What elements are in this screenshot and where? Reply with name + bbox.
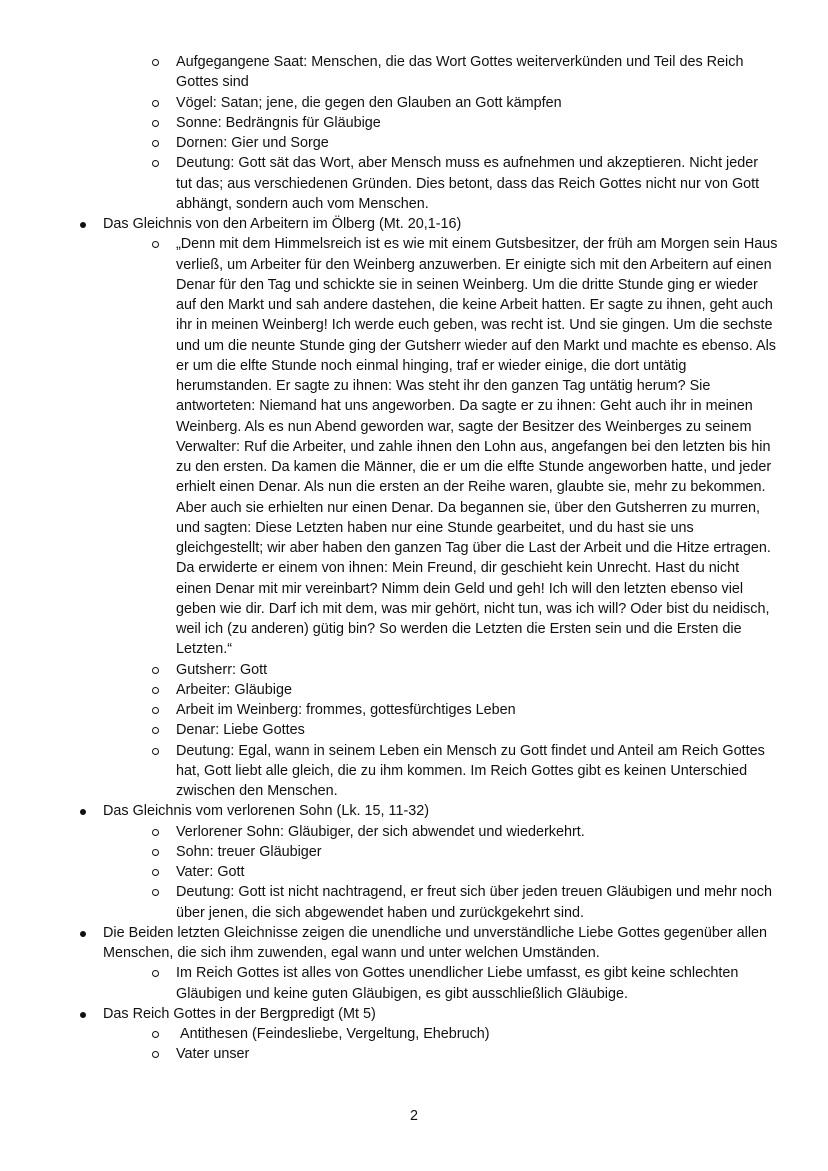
- list-item-text: Sonne: Bedrängnis für Gläubige: [176, 114, 381, 131]
- circle-bullet-icon: [152, 667, 159, 674]
- list-item: [151, 113, 778, 133]
- list-item: [151, 1024, 778, 1044]
- list-item-text: Vater unser: [176, 1046, 250, 1063]
- document-body: [78, 52, 778, 1065]
- list-item-text: Arbeit im Weinberg: frommes, gottesfürchtiges Leben: [176, 702, 516, 718]
- list-item: [151, 234, 778, 659]
- section-liebe-gottes: [78, 923, 778, 1004]
- section-heading: Das Gleichnis von den Arbeitern im Ölberg (Mt. 20,1-16): [103, 216, 462, 232]
- list-item-text: Deutung: Gott sät das Wort, aber Mensch muss es aufnehmen und akzeptieren. Nicht jeder tut das; aus verschiedenen Gründen. Dies betont, dass das Reich Gottes nicht nur von Gott abhängt, sondern auch vom Menschen.: [176, 155, 760, 212]
- section-bergpredigt: [78, 1004, 778, 1065]
- circle-bullet-icon: [152, 970, 159, 977]
- list-item: [151, 741, 778, 802]
- bible-quote: „Denn mit dem Himmelsreich ist es wie mit einem Gutsbesitzer, der früh am Morgen sein Haus verließ, um Arbeiter für den Weinberg anzuwerben. Er einigte sich mit den Arbeitern auf einen Denar für den Tag und schickte sie in seinen Weinberg. Um die dritte Stunde ging er wieder auf den Markt und sah andere dastehen, die keine Arbeit hatten. Er sagte zu ihnen, geht auch ihr in meinen Weinberg! Ich werde euch geben, was recht ist. Und sie gingen. Um die sechste und um die neunte Stunde ging der Gutsherr wieder auf den Markt und machte es ebenso. Als er um die elfte Stunde noch einmal hinging, traf er wieder einige, die dort untätig herumstanden. Er sagte zu ihnen: Was steht ihr den ganzen Tag untätig herum? Sie antworteten: Niemand hat uns angeworben. Da sagte er zu ihnen: Geht auch ihr in meinen Weinberg. Als es nun Abend geworden war, sagte der Besitzer des Weinberges zu seinem Verwalter: Ruf die Arbeiter, und zahle ihnen den Lohn aus, angefangen bei den letzten bis hin zu den ersten. Da kamen die Männer, die er um die elfte Stunde angeworben hatte, und jeder erhielt einen Denar. Als nun die ersten an der Reihe waren, glaubte sie, mehr zu bekommen. Aber auch sie erhielten nur einen Denar. Da begannen sie, über den Gutsherren zu murren, und sagten: Diese Letzten haben nur eine Stunde gearbeitet, und du hast sie uns gleichgestellt; wir aber haben den ganzen Tag über die Last der Arbeit und die Hitze ertragen. Da erwiderte er einem von ihnen: Mein Freund, dir geschieht kein Unrecht. Hast du nicht einen Denar mit mir vereinbart? Nimm dein Geld und geh! Ich will den letzten ebenso viel geben wie dir. Darf ich mit dem, was mir gehört, nicht tun, was ich will? Oder bist du neidisch, weil ich (zu anderen) gütig bin? So werden die Letzten die Ersten sein und die Ersten die Letzten.“: [176, 236, 778, 658]
- list-item: [151, 52, 778, 93]
- circle-bullet-icon: [152, 707, 159, 714]
- list-item-text: Deutung: Gott ist nicht nachtragend, er freut sich über jeden treuen Gläubigen und mehr noch über jenen, die sich abgewendet haben und zurückgekehrt sind.: [176, 884, 772, 921]
- circle-bullet-icon: [152, 100, 159, 107]
- circle-bullet-icon: [152, 687, 159, 694]
- circle-bullet-icon: [152, 1051, 159, 1058]
- list-item-text: Arbeiter: Gläubige: [176, 681, 292, 698]
- list-item-text: Denar: Liebe Gottes: [176, 722, 305, 739]
- bullet-icon: [80, 809, 86, 815]
- circle-bullet-icon: [152, 1031, 159, 1038]
- bullet-icon: [80, 222, 86, 228]
- list-item-text: Im Reich Gottes ist alles von Gottes unendlicher Liebe umfasst, es gibt keine schlechten Gläubigen und keine guten Gläubigen, es gibt ausschließlich Gläubige.: [176, 965, 739, 1002]
- list-item-text: Vögel: Satan; jene, die gegen den Glauben an Gott kämpfen: [176, 94, 562, 111]
- list-item: [151, 862, 778, 882]
- continued-list: [78, 52, 778, 214]
- section-verlorener-sohn: [78, 801, 778, 923]
- circle-bullet-icon: [152, 59, 159, 66]
- section-arbeiter-im-weinberg: [78, 214, 778, 801]
- list-item-text: Dornen: Gier und Sorge: [176, 135, 329, 151]
- circle-bullet-icon: [152, 727, 159, 734]
- list-item-text: Sohn: treuer Gläubiger: [176, 843, 322, 860]
- list-item: [151, 963, 778, 1004]
- bullet-icon: [80, 1012, 86, 1018]
- circle-bullet-icon: [152, 748, 159, 755]
- list-item: [151, 720, 778, 740]
- list-item-text: Vater: Gott: [176, 864, 245, 880]
- list-item-text: Aufgegangene Saat: Menschen, die das Wort Gottes weiterverkünden und Teil des Reich Gottes sind: [176, 54, 744, 91]
- list-item-text: Antithesen (Feindesliebe, Vergeltung, Ehebruch): [176, 1026, 490, 1042]
- list-item: [151, 153, 778, 214]
- list-item: [151, 133, 778, 153]
- list-item-text: Gutsherr: Gott: [176, 661, 268, 678]
- circle-bullet-icon: [152, 869, 159, 876]
- list-item: [151, 700, 778, 720]
- circle-bullet-icon: [152, 120, 159, 127]
- list-item: [151, 842, 778, 862]
- section-heading: Das Gleichnis vom verlorenen Sohn (Lk. 15, 11-32): [103, 803, 430, 820]
- section-heading: Das Reich Gottes in der Bergpredigt (Mt 5): [103, 1005, 376, 1022]
- circle-bullet-icon: [152, 140, 159, 147]
- circle-bullet-icon: [152, 889, 159, 896]
- section-heading: Die Beiden letzten Gleichnisse zeigen die unendliche und unverständliche Liebe Gottes gegenüber allen Menschen, die sich ihm zuwenden, egal wann und unter welchen Umständen.: [103, 924, 768, 961]
- list-item: [151, 680, 778, 700]
- list-item: [151, 660, 778, 680]
- list-item-text: Deutung: Egal, wann in seinem Leben ein Mensch zu Gott findet und Anteil am Reich Gottes hat, Gott liebt alle gleich, die zu ihm kommen. Im Reich Gottes gibt es keinen Unterschied zwischen den Menschen.: [176, 742, 765, 799]
- main-list: [78, 214, 778, 1065]
- circle-bullet-icon: [152, 160, 159, 167]
- circle-bullet-icon: [152, 829, 159, 836]
- list-item: [151, 882, 778, 923]
- list-item-text: Verlorener Sohn: Gläubiger, der sich abwendet und wiederkehrt.: [176, 823, 585, 840]
- bullet-icon: [80, 931, 86, 937]
- circle-bullet-icon: [152, 241, 159, 248]
- circle-bullet-icon: [152, 849, 159, 856]
- list-item: [151, 822, 778, 842]
- list-item: [151, 93, 778, 113]
- list-item: [151, 1044, 778, 1064]
- page-number: 2: [409, 1108, 418, 1124]
